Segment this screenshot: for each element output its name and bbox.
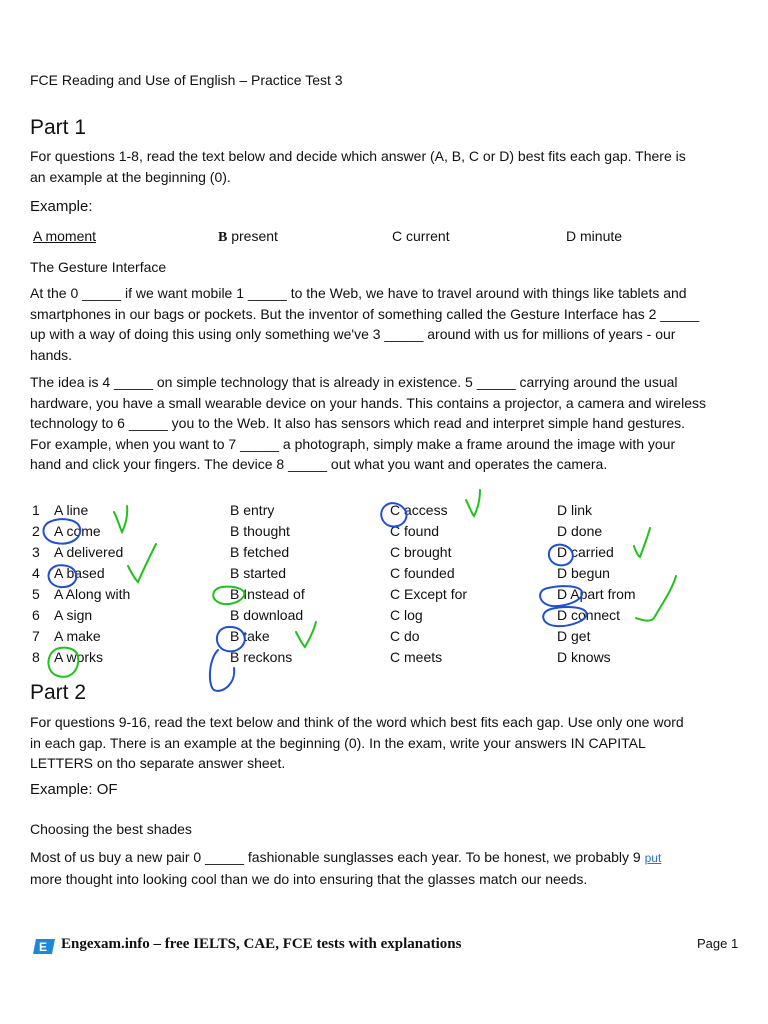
option-c[interactable]: C founded: [390, 565, 455, 581]
question-number: 4: [32, 565, 40, 581]
part1-passage-title: The Gesture Interface: [30, 259, 167, 275]
option-b[interactable]: B entry: [230, 502, 275, 518]
example-option-a: A moment: [33, 228, 97, 244]
option-d[interactable]: D connect: [557, 607, 621, 623]
option-a[interactable]: A works: [54, 649, 104, 665]
paragraph-line: hands.: [30, 346, 73, 363]
part1-instructions-line2: an example at the beginning (0).: [30, 169, 231, 185]
part2-instructions: [30, 712, 740, 774]
option-row-5: [30, 586, 750, 607]
footer-site-text[interactable]: Engexam.info – free IELTS, CAE, FCE tests with explanations: [61, 936, 462, 952]
question-number: 7: [32, 628, 40, 644]
question-number: 1: [32, 502, 40, 518]
paragraph-line: Most of us buy a new pair 0 _____ fashionable sunglasses each year. To be honest, we probably 9 put: [30, 849, 662, 865]
question-number: 6: [32, 607, 40, 623]
part1-title: Part 1: [30, 116, 87, 139]
option-a[interactable]: A come: [54, 523, 101, 539]
option-c[interactable]: C access: [390, 502, 448, 518]
option-b[interactable]: B fetched: [230, 544, 290, 560]
option-c[interactable]: C do: [390, 628, 420, 644]
paragraph-line: smartphones in our bags or pockets. But the inventor of something called the Gesture Interface has 2 _____: [30, 305, 700, 322]
option-d[interactable]: D begun: [557, 565, 610, 581]
option-d[interactable]: D get: [557, 628, 591, 644]
question-number: 8: [32, 649, 40, 665]
option-d[interactable]: D Apart from: [557, 586, 636, 602]
option-c[interactable]: C found: [390, 523, 440, 539]
paragraph-line: For example, when you want to 7 _____ a photograph, simply make a frame around the image with your: [30, 435, 676, 452]
option-b[interactable]: B Instead of: [230, 586, 305, 602]
instruction-line: For questions 9-16, read the text below and think of the word which best fits each gap. Use only one word: [30, 714, 684, 730]
question-number: 3: [32, 544, 40, 560]
example-option-d: D minute: [566, 228, 623, 244]
paragraph-line: The idea is 4 _____ on simple technology that is already in existence. 5 _____ carrying around the usual: [30, 374, 678, 390]
option-d[interactable]: D knows: [557, 649, 611, 665]
question-number: 5: [32, 586, 40, 602]
paragraph-line: hardware, you have a small wearable device on your hands. This contains a projector, a camera and wireless: [30, 394, 706, 411]
option-a[interactable]: A delivered: [54, 544, 124, 560]
option-b[interactable]: B download: [230, 607, 304, 623]
part2-passage-title: Choosing the best shades: [30, 821, 192, 837]
option-c[interactable]: C Except for: [390, 586, 468, 602]
svg-text:E: E: [39, 940, 48, 954]
option-row-2: [30, 523, 750, 544]
option-b[interactable]: B thought: [230, 523, 290, 539]
option-a[interactable]: A sign: [54, 607, 93, 623]
part1-example-label: Example:: [30, 198, 93, 215]
option-d[interactable]: D done: [557, 523, 603, 539]
option-row-6: [30, 607, 750, 628]
option-a[interactable]: A line: [54, 502, 89, 518]
example-option-b: B present: [218, 228, 278, 245]
option-row-3: [30, 544, 750, 565]
part2-paragraph: [30, 847, 740, 889]
part1-paragraph-1: [30, 283, 740, 365]
example-option-c: C current: [392, 228, 450, 244]
part1-instructions-line1: For questions 1-8, read the text below and decide which answer (A, B, C or D) best fits each gap. There is: [30, 148, 686, 164]
option-row-7: [30, 628, 750, 649]
part2-title: Part 2: [30, 681, 87, 704]
paragraph-line: technology to 6 _____ you to the Web. It also has sensors which read and interpret simple hand gestures.: [30, 415, 686, 431]
paragraph-line: up with a way of doing this using only something we've 3 _____ around with us for millions of years - our: [30, 326, 676, 342]
instruction-line: LETTERS on tho separate answer sheet.: [30, 755, 286, 771]
option-d[interactable]: D link: [557, 502, 593, 518]
option-a[interactable]: A based: [54, 565, 105, 581]
paragraph-line: hand and click your fingers. The device 8 _____ out what you want and operates the camera.: [30, 456, 608, 472]
question-number: 2: [32, 523, 40, 539]
part2-example: Example: OF: [30, 781, 118, 798]
option-c[interactable]: C log: [390, 607, 423, 623]
option-row-4: [30, 565, 750, 586]
page-number: Page 1: [697, 936, 739, 951]
engexam-e-logo-icon: [33, 939, 55, 954]
option-b[interactable]: B reckons: [230, 649, 293, 665]
option-b[interactable]: B started: [230, 565, 287, 581]
document-header: FCE Reading and Use of English – Practice Test 3: [30, 72, 343, 88]
instruction-line: in each gap. There is an example at the beginning (0). In the exam, write your answers IN CAPITAL: [30, 734, 646, 751]
option-c[interactable]: C meets: [390, 649, 443, 665]
paragraph-line: At the 0 _____ if we want mobile 1 _____ to the Web, we have to travel around with things like tablets and: [30, 285, 687, 301]
part1-paragraph-2: [30, 372, 740, 475]
option-row-8: [30, 649, 750, 670]
answer-9-field[interactable]: put: [644, 851, 662, 865]
option-a[interactable]: A make: [54, 628, 101, 644]
paragraph-line: more thought into looking cool than we do into ensuring that the glasses match our needs.: [30, 870, 588, 887]
option-c[interactable]: C brought: [390, 544, 452, 560]
option-b[interactable]: B take: [230, 628, 270, 644]
option-a[interactable]: A Along with: [54, 586, 131, 602]
option-d[interactable]: D carried: [557, 544, 614, 560]
option-row-1: [30, 502, 750, 523]
